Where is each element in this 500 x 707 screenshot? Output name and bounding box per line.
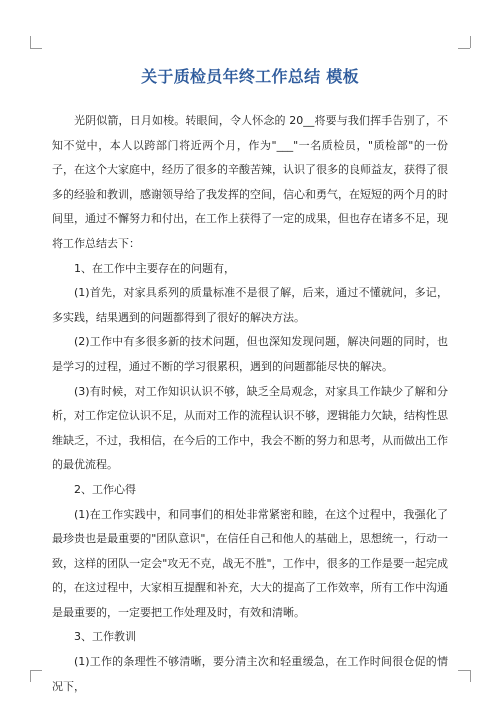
paragraph-problem-1: (1)首先，对家具系列的质量标准不是很了解，后来，通过不懂就问，多记，多实践，结果遇到的问题都得到了很好的解决方法。	[52, 286, 448, 324]
section-heading-problems: 1、在工作中主要存在的问题有，	[74, 261, 235, 275]
paragraph-intro: 光阴似箭，日月如梭。转眼间，令人怀念的 20__将要与我们挥手告别了，不知不觉中，本人以跨部门将近两个月，作为"___"一名质检员，"质检部"的一份子，在这个大家庭中，经历了很多的辛酸苦辣，认识了很多的良师益友，获得了很多的经验和教训，感谢领导给了我发挥的空间，信心和勇气，在短短的两个月的时间里，通过不懈努力和付出，在工作上获得了一定的成果，但也存在诸多不足，现将工作总结去下：	[52, 114, 448, 250]
paragraph-problem-3: (3)有时候，对工作知识认识不够，缺乏全局观念，对家具工作缺少了解和分析，对工作定位认识不足，从而对工作的流程认识不够，逻辑能力欠缺，结构性思维缺乏，不过，我相信，在今后的工作中，我会不断的努力和思考，从而做出工作的最优流程。	[52, 384, 448, 472]
document-title: 关于质检员年终工作总结 模板	[141, 67, 359, 86]
paragraph-lesson-1: (1)工作的条理性不够清晰，要分清主次和轻重缓急，在工作时间很仓促的情况下，	[52, 655, 448, 693]
section-heading-lessons: 3、工作教训	[74, 630, 136, 644]
paragraph-insight-1: (1)在工作实践中，和同事们的相处非常紧密和睦，在这个过程中，我强化了最珍贵也是最重要的"团队意识"，在信任自己和他人的基础上，思想统一，行动一致，这样的团队一定会"攻无不克，战无不胜"，工作中，很多的工作是要一起完成的，在这过程中，大家相互提醒和补充，大大的提高了工作效率，所有工作中沟通是最重要的，一定要把工作处理及时，有效和清晰。	[52, 507, 448, 619]
section-heading-insights: 2、工作心得	[74, 482, 136, 496]
paragraph-problem-2: (2)工作中有多很多新的技术问题，但也深知发现问题，解决问题的同时，也是学习的过程，通过不断的学习很累积，遇到的问题都能尽快的解决。	[52, 335, 448, 373]
document-body	[52, 64, 448, 699]
